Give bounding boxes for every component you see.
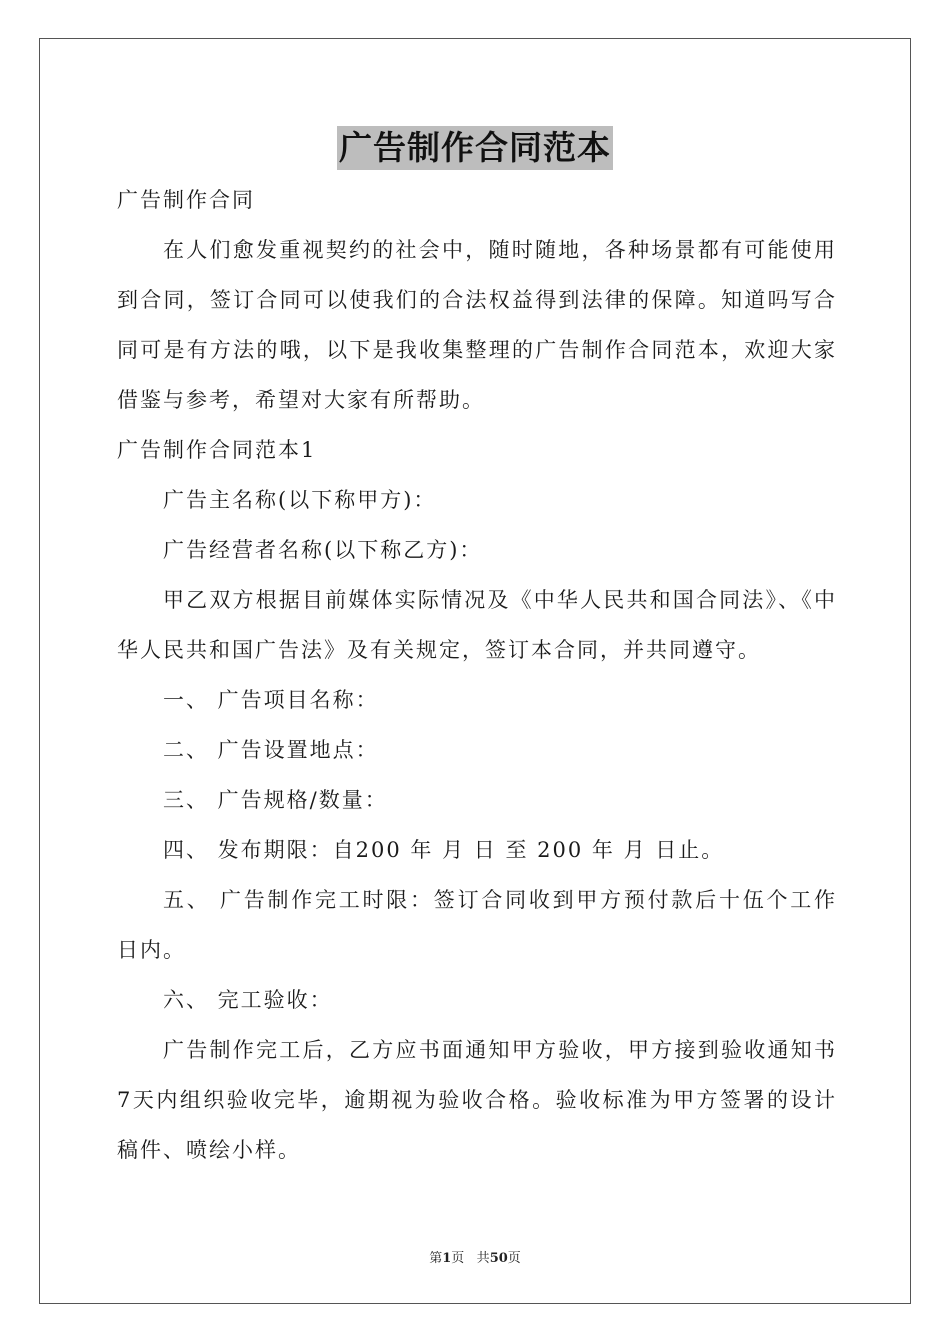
intro-paragraph: 在人们愈发重视契约的社会中，随时随地，各种场景都有可能使用到合同，签订合同可以使我们的合法权益得到法律的保障。知道吗写合同可是有方法的哦，以下是我收集整理的广告制作合同范本，欢迎大家借鉴与参考，希望对大家有所帮助。: [117, 238, 837, 412]
total-pages: 50: [489, 1251, 508, 1266]
title-container: [0, 126, 950, 170]
clause-item: 一、 广告项目名称：: [163, 688, 379, 712]
acceptance-paragraph: 广告制作完工后，乙方应书面通知甲方验收，甲方接到验收通知书 7天内组织验收完毕，逾期视为验收合格。验收标准为甲方签署的设计稿件、喷绘小样。: [117, 1038, 837, 1162]
clause-item: 二、 广告设置地点：: [163, 738, 379, 762]
party-a-line: 广告主名称(以下称甲方)：: [163, 488, 437, 512]
clause-item: 六、 完工验收：: [163, 988, 333, 1012]
section-heading: 广告制作合同: [117, 188, 255, 212]
page-number: 1: [442, 1251, 452, 1266]
page-suffix: 页: [451, 1251, 465, 1266]
section-heading: 广告制作合同范本1: [117, 438, 317, 462]
page-footer: [0, 1247, 950, 1266]
total-suffix: 页: [507, 1251, 521, 1266]
clause-item: 四、 发布期限：自200 年 月 日 至 200 年 月 日止。: [163, 838, 725, 862]
page-prefix: 第: [429, 1251, 443, 1266]
clause-item: 五、 广告制作完工时限：签订合同收到甲方预付款后十伍个工作日内。: [117, 888, 837, 962]
agreement-paragraph: 甲乙双方根据目前媒体实际情况及《中华人民共和国合同法》、《中华人民共和国广告法》及有关规定，签订本合同，并共同遵守。: [117, 588, 837, 662]
document-body: [117, 175, 837, 1175]
clause-item: 三、 广告规格/数量：: [163, 788, 388, 812]
total-prefix: 共: [476, 1251, 490, 1266]
document-title: 广告制作合同范本: [337, 126, 613, 170]
party-b-line: 广告经营者名称(以下称乙方)：: [163, 538, 483, 562]
